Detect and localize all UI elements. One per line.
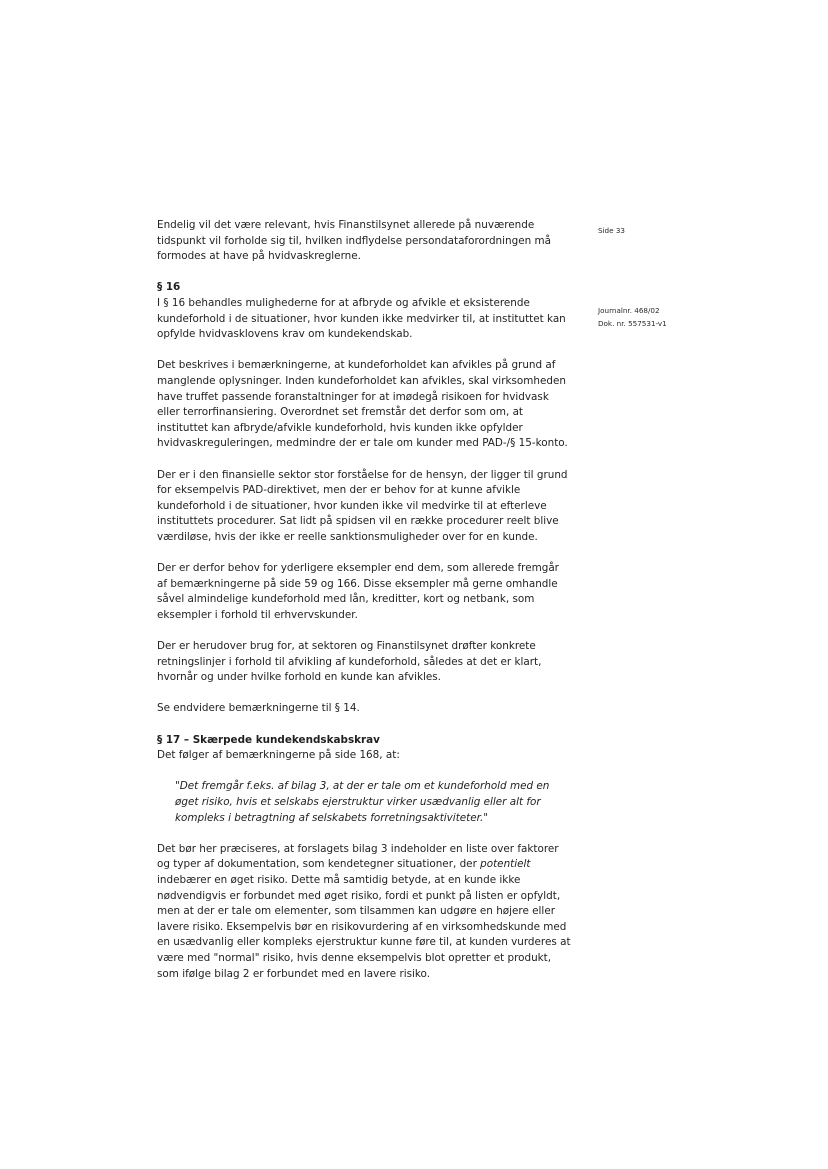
section-16-paragraph-4: Der er derfor behov for yderligere eksempler end dem, som allerede fremgår af bemærkningerne på side 59 og 166. Disse eksempler må gerne omhandle såvel almindelige kundeforhold med lån, kreditter, kort og netbank, som eksempler i forhold til erhvervskunder. — [157, 562, 559, 621]
section-17-paragraph — [157, 842, 572, 982]
section-16-paragraph-6: Se endvidere bemærkningerne til § 14. — [157, 702, 360, 715]
main-text-column — [157, 218, 572, 998]
section-16-paragraph-3: Der er i den finansielle sektor stor forståelse for de hensyn, der ligger til grund for eksempelvis PAD-direktivet, men der er behov for at kunne afvikle kundeforhold i de situationer, hvor kunden ikke vil medvirke til at efterleve instituttets procedurer. Sat lidt på spidsen vil en række procedurer reelt blive værdiløse, hvis der ikke er reelle sanktionsmuligheder over for en kunde. — [157, 468, 568, 543]
intro-paragraph: Endelig vil det være relevant, hvis Finanstilsynet allerede på nuværende tidspunkt vil forholde sig til, hvilken indflydelse persondataforordningen må formodes at have på hvidvaskreglerne. — [157, 219, 551, 263]
section-17-emphasis: potentielt — [480, 858, 531, 871]
journal-number: Journalnr. 468/02 — [598, 306, 660, 315]
page-number: Side 33 — [598, 226, 625, 235]
document-number: Dok. nr. 557531-v1 — [598, 319, 667, 328]
section-16-paragraph-2: Det beskrives i bemærkningerne, at kundeforholdet kan afvikles på grund af manglende oplysninger. Inden kundeforholdet kan afvikles, skal virksomheden have truffet passende foranstaltninger for at imødegå risikoen for hvidvask eller terrorfinansiering. Overordnet set fremstår det derfor som om, at instituttet kan afbryde/afvikle kundeforhold, hvis kunden ikke opfylder hvidvaskreguleringen, medmindre der er tale om kunder med PAD-/§ 15-konto. — [157, 359, 568, 450]
section-17-heading: § 17 – Skærpede kundekendskabskrav — [157, 733, 380, 746]
section-17-paragraph-part-b: indebærer en øget risiko. Dette må samtidig betyde, at en kunde ikke nødvendigvis er forbundet med øget risiko, fordi et punkt på listen er opfyldt, men at der er tale om elementer, som tilsammen kan udgøre en højere eller lavere risiko. Eksempelvis bør en risikovurdering af en virksomhedskunde med en usædvanlig eller kompleks ejerstruktur kunne føre til, at kunden vurderes at være med "normal" risiko, hvis denne eksempelvis blot opretter et produkt, som ifølge bilag 2 er forbundet med en lavere risiko. — [157, 873, 571, 980]
section-17-intro: Det følger af bemærkningerne på side 168, at: — [157, 749, 400, 762]
section-16-paragraph-5: Der er herudover brug for, at sektoren og Finanstilsynet drøfter konkrete retningslinjer i forhold til afvikling af kundeforhold, således at det er klart, hvornår og under hvilke forhold en kunde kan afvikles. — [157, 640, 542, 684]
reference-block — [598, 304, 667, 330]
page-number-block — [598, 224, 625, 237]
section-17-quote: "Det fremgår f.eks. af bilag 3, at der er tale om et kundeforhold med en øget risiko, hvis et selskabs ejerstruktur virker usædvanlig eller alt for kompleks i betragtning af selskabets forretningsaktiviteter." — [175, 780, 550, 824]
section-16-paragraph-1: I § 16 behandles mulighederne for at afbryde og afvikle et eksisterende kundeforhold i de situationer, hvor kunden ikke medvirker til, at instituttet kan opfylde hvidvasklovens krav om kundekendskab. — [157, 296, 566, 341]
section-17-paragraph-part-a: Det bør her præciseres, at forslagets bilag 3 indeholder en liste over faktorer og typer af dokumentation, som kendetegner situationer, der — [157, 842, 559, 871]
section-16-heading: § 16 — [157, 281, 181, 294]
